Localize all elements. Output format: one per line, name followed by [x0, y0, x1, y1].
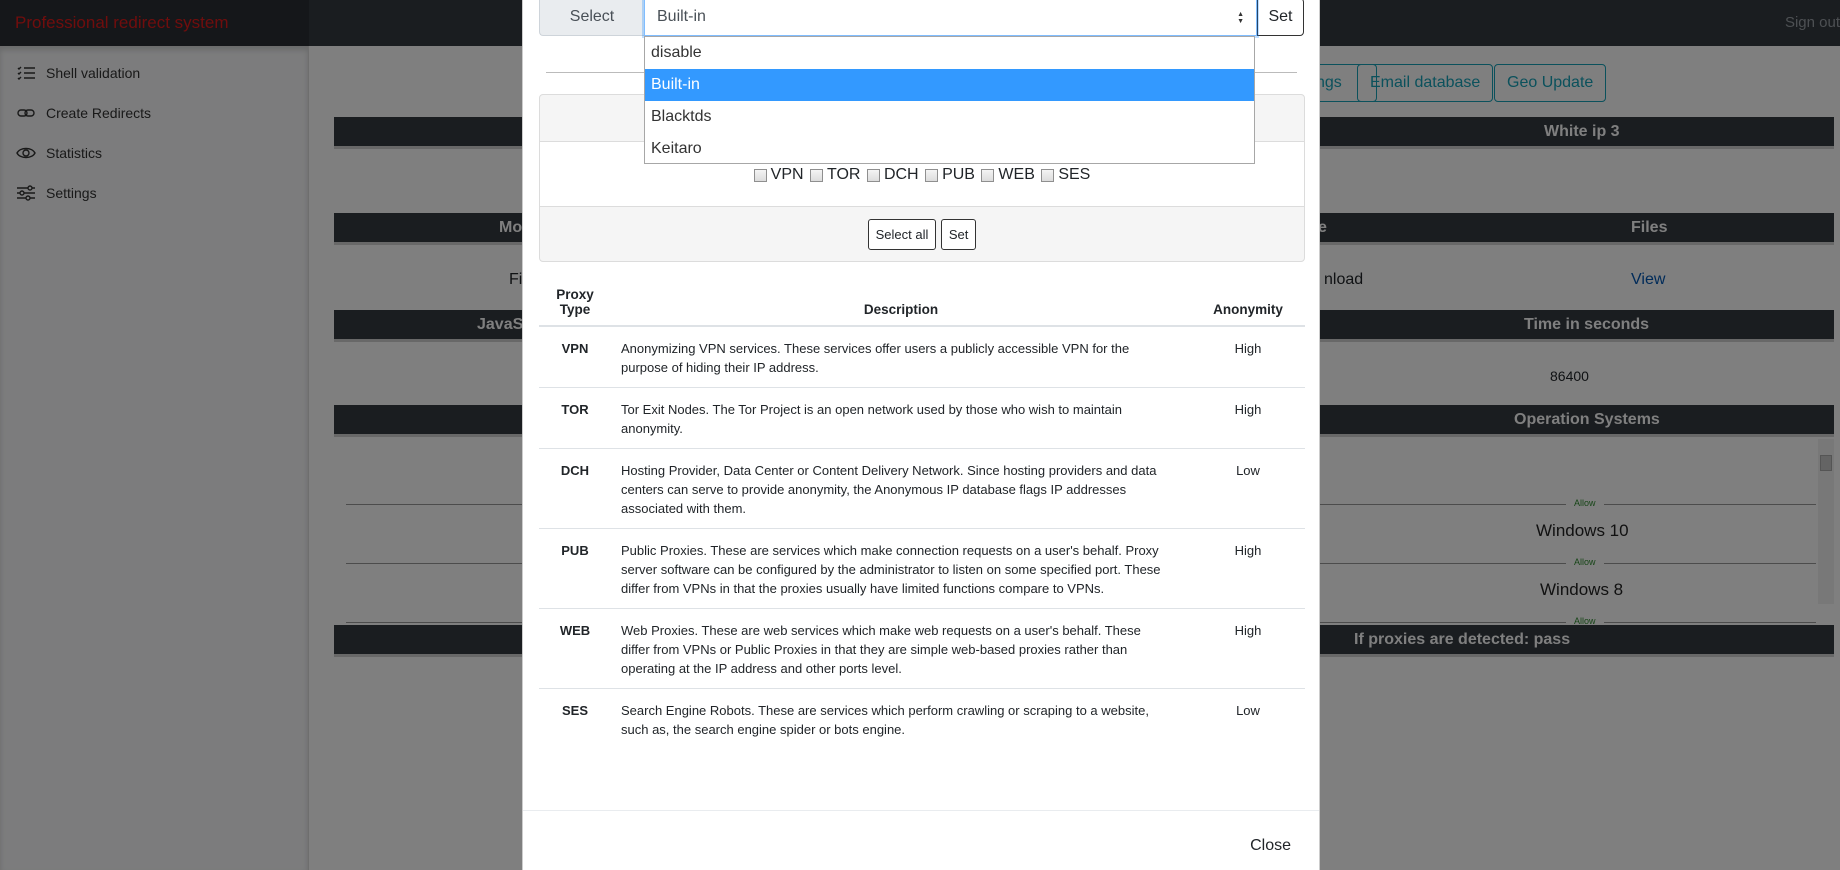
proxy-mode-set-button[interactable]: Set — [1257, 0, 1304, 36]
column-header-proxy-type: Proxy Type — [539, 270, 611, 326]
proxy-mode-select[interactable]: Built-in ▲ ▼ — [644, 0, 1257, 36]
checkbox-web[interactable]: WEB — [981, 166, 1034, 184]
select-arrows-icon: ▲ ▼ — [1237, 11, 1244, 25]
proxy-settings-modal — [522, 0, 1320, 870]
column-header-description: Description — [611, 270, 1191, 326]
dropdown-option-blacktds[interactable]: Blacktds — [651, 108, 712, 125]
checkbox-dch[interactable]: DCH — [867, 166, 919, 184]
close-button[interactable]: Close — [1250, 837, 1291, 854]
description-cell: Tor Exit Nodes. The Tor Project is an open network used by those who wish to maintain anonymity. — [611, 388, 1191, 449]
anonymity-cell: Low — [1236, 703, 1260, 718]
description-cell: Anonymizing VPN services. These services offer users a publicly accessible VPN for the purpose of hiding their IP address. — [611, 326, 1191, 388]
proxy-type-cell: VPN — [539, 326, 611, 388]
proxy-types-table — [539, 270, 1305, 749]
modal-footer — [523, 810, 1319, 870]
proxy-type-cell: DCH — [539, 449, 611, 529]
dropdown-option-keitaro[interactable]: Keitaro — [651, 140, 702, 157]
card-set-button[interactable]: Set — [941, 219, 977, 250]
table-row — [539, 449, 1305, 529]
proxy-type-cell: TOR — [539, 388, 611, 449]
checkbox-pub[interactable]: PUB — [925, 166, 975, 184]
anonymity-cell: High — [1191, 529, 1305, 609]
description-cell: Public Proxies. These are services which make connection requests on a user's behalf. Proxy server software can be configured by the administrator to listen on some specified port. These differ from VPNs in that the proxies usually have limited functions compare to VPNs. — [611, 529, 1191, 609]
table-row — [539, 689, 1305, 750]
proxy-type-cell: SES — [561, 703, 588, 718]
select-addon-label: Select — [539, 0, 644, 36]
table-row — [539, 326, 1305, 388]
checkbox-tor[interactable]: TOR — [810, 166, 860, 184]
proxy-mode-input-group — [539, 0, 1304, 36]
dropdown-option-disable[interactable]: disable — [651, 44, 702, 61]
table-row — [539, 609, 1305, 689]
table-row — [539, 529, 1305, 609]
description-cell: Web Proxies. These are web services which make web requests on a user's behalf. These differ from VPNs or Public Proxies in that they are simple web-based proxies rather than operating at the IP address and other ports level. — [611, 609, 1191, 689]
checkbox-vpn[interactable]: VPN — [754, 166, 804, 184]
anonymity-cell: High — [1191, 609, 1305, 689]
description-cell: Search Engine Robots. These are services which perform crawling or scraping to a website, such as, the search engine spider or bots engine. — [621, 703, 1149, 737]
proxy-type-cell: PUB — [539, 529, 611, 609]
select-all-button[interactable]: Select all — [868, 219, 937, 250]
dropdown-option-built-in[interactable]: Built-in — [645, 69, 1254, 101]
proxy-type-cell: WEB — [539, 609, 611, 689]
checkbox-ses[interactable]: SES — [1041, 166, 1090, 184]
proxy-mode-dropdown-list[interactable] — [644, 36, 1255, 164]
description-cell: Hosting Provider, Data Center or Content Delivery Network. Since hosting providers and data centers can serve to provide anonymity, the Anonymous IP database flags IP addresses associated with them. — [611, 449, 1191, 529]
anonymity-cell: High — [1191, 326, 1305, 388]
column-header-anonymity: Anonymity — [1191, 270, 1305, 326]
table-row — [539, 388, 1305, 449]
anonymity-cell: Low — [1191, 449, 1305, 529]
anonymity-cell: High — [1191, 388, 1305, 449]
card-footer — [540, 207, 1304, 261]
